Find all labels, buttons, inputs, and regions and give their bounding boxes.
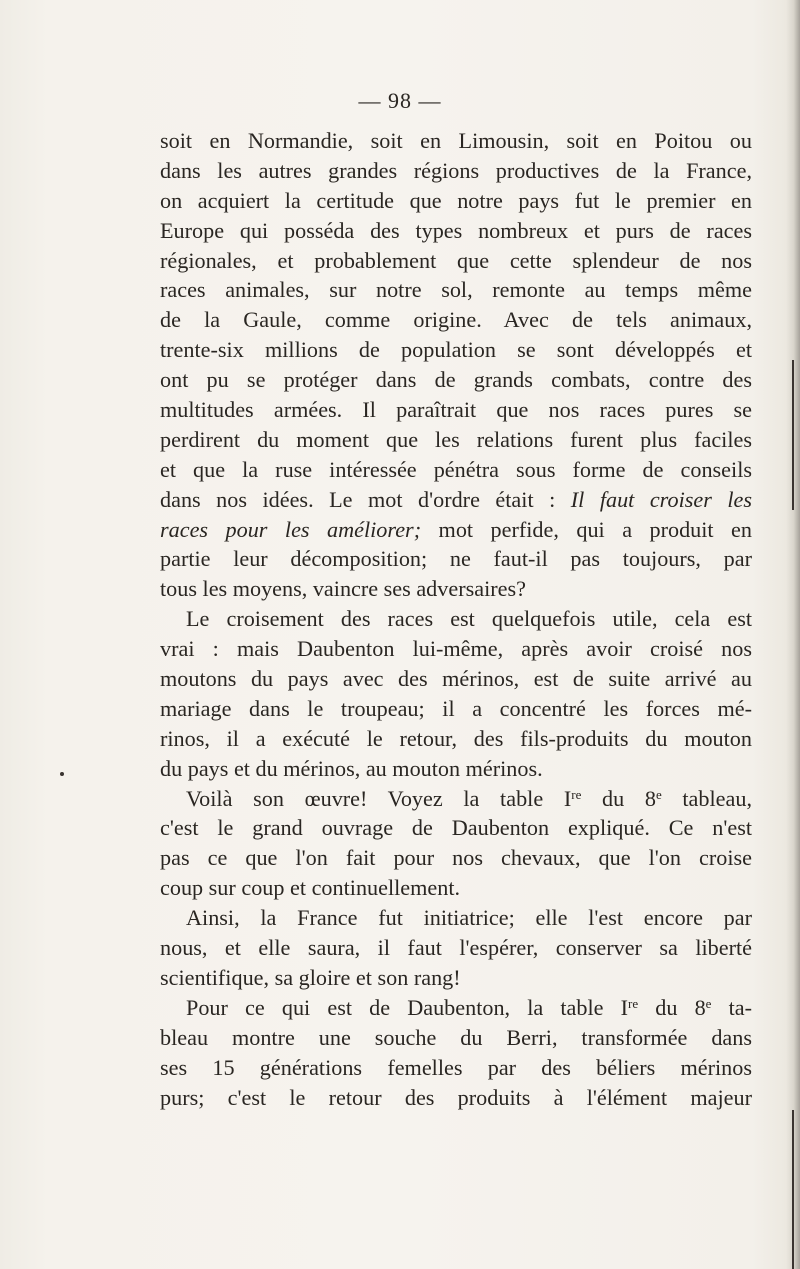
text-line: Europe qui posséda des types nombreux et purs de races — [160, 217, 752, 243]
text-line: Pour ce qui est de Daubenton, la table Ire du 8e ta- — [186, 994, 752, 1020]
text-line: Le croisement des races est quelquefois utile, cela est — [186, 606, 752, 632]
text-line: moutons du pays avec des mérinos, est de suite arrivé au — [160, 666, 752, 692]
text-line: de la Gaule, comme origine. Avec de tels animaux, — [160, 307, 752, 333]
text-line: scientifique, sa gloire et son rang! — [160, 964, 461, 990]
page-edge-shadow — [786, 0, 800, 1269]
text-line: coup sur coup et continuellement. — [160, 875, 461, 901]
text-line: on acquiert la certitude que notre pays fut le premier en — [160, 187, 752, 213]
text-line: purs; c'est le retour des produits à l'élément majeur — [160, 1084, 752, 1110]
text-line: régionales, et probablement que cette splendeur de nos — [160, 247, 752, 273]
text-line: rinos, il a exécuté le retour, des fils-produits du mouton — [160, 725, 752, 751]
page-number: — 98 — — [358, 88, 442, 113]
text-line: mariage dans le troupeau; il a concentré les forces mé- — [160, 695, 752, 721]
text-line: Voilà son œuvre! Voyez la table Ire du 8e tableau, — [186, 785, 753, 811]
page-edge-line — [792, 1110, 794, 1269]
text-line: partie leur décomposition; ne faut-il pas toujours, par — [160, 546, 752, 572]
text-line: tous les moyens, vaincre ses adversaires? — [160, 576, 526, 602]
text-line: du pays et du mérinos, au mouton mérinos. — [160, 755, 543, 781]
text-line: trente-six millions de population se sont développés et — [160, 337, 752, 363]
text-line: bleau montre une souche du Berri, transformée dans — [160, 1024, 752, 1050]
text-line: races animales, sur notre sol, remonte au temps même — [160, 277, 752, 303]
text-line: nous, et elle saura, il faut l'espérer, conserver sa liberté — [160, 935, 752, 961]
body-text — [160, 126, 752, 1112]
text-line: races pour les améliorer; mot perfide, qui a produit en — [160, 516, 752, 542]
text-line: soit en Normandie, soit en Limousin, soit en Poitou ou — [160, 128, 752, 153]
text-line: perdirent du moment que les relations furent plus faciles — [160, 426, 752, 452]
text-line: vrai : mais Daubenton lui-même, après avoir croisé nos — [160, 636, 752, 662]
text-line: ont pu se protéger dans de grands combats, contre des — [160, 367, 752, 393]
page-edge-line — [792, 360, 794, 510]
text-line: dans nos idées. Le mot d'ordre était : Il faut croiser les — [160, 486, 752, 512]
text-line: multitudes armées. Il paraîtrait que nos races pures se — [160, 397, 752, 423]
text-line: c'est le grand ouvrage de Daubenton expliqué. Ce n'est — [160, 815, 752, 841]
text-line: et que la ruse intéressée pénétra sous forme de conseils — [160, 456, 752, 482]
text-line: Ainsi, la France fut initiatrice; elle l'est encore par — [186, 905, 752, 931]
text-line: ses 15 générations femelles par des béliers mérinos — [160, 1054, 752, 1080]
text-line: dans les autres grandes régions productives de la France, — [160, 157, 752, 183]
paper-speck — [60, 772, 64, 776]
text-line: pas ce que l'on fait pour nos chevaux, que l'on croise — [160, 845, 752, 871]
